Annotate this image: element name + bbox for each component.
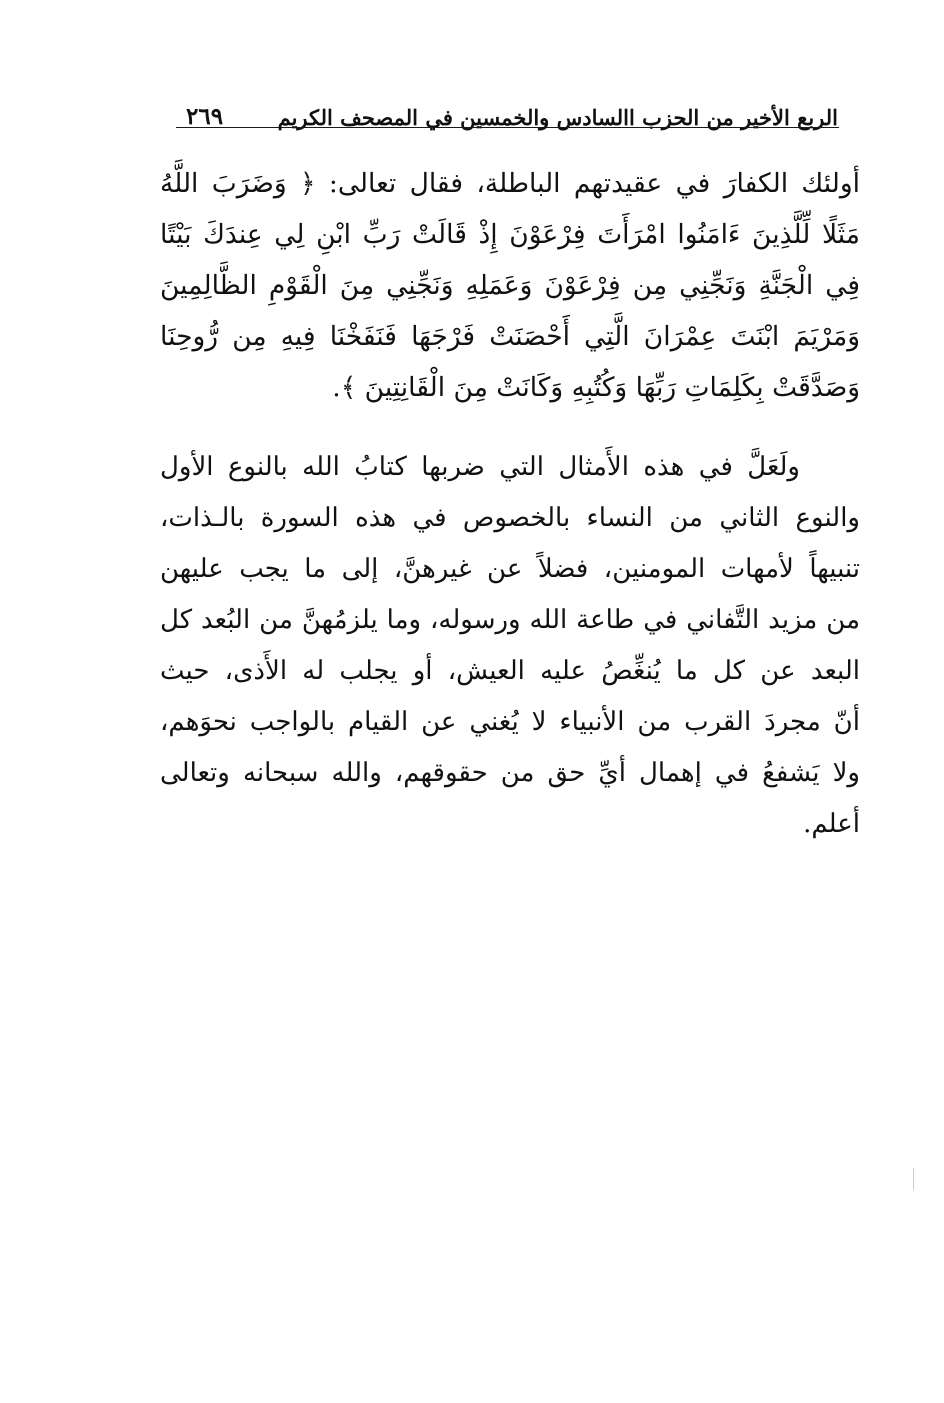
text-line: البعد عن كل ما يُنغِّصُ عليه العيش، أو يجلب له الأَذى، حيث: [160, 656, 860, 686]
text-line: مَثَلًا لِّلَّذِينَ ءَامَنُوا امْرَأَتَ فِرْعَوْنَ إِذْ قَالَتْ رَبِّ ابْنِ لِي عِندَكَ بَيْتًا: [160, 219, 860, 250]
header-rule: [176, 127, 839, 128]
running-header-title: الربع الأخير من الحزب االسادس والخمسين في المصحف الكريم: [277, 105, 838, 130]
text-line: وَصَدَّقَتْ بِكَلِمَاتِ رَبِّهَا وَكُتُبِهِ وَكَانَتْ مِنَ الْقَانِتِينَ ﴾.: [332, 372, 860, 403]
page-number: ٢٦٩: [186, 103, 224, 130]
text-line: فِي الْجَنَّةِ وَنَجِّنِي مِن فِرْعَوْنَ وَعَمَلِهِ وَنَجِّنِي مِنَ الْقَوْمِ الظَّالِمِينَ: [160, 270, 860, 301]
text-line: ولَعَلَّ في هذه الأَمثال التي ضربها كتابُ الله بالنوع الأول: [160, 452, 800, 482]
text-line: ولا يَشفعُ في إهمال أيِّ حق من حقوقهم، والله سبحانه وتعالى: [160, 758, 860, 788]
text-line: أنّ مجردَ القرب من الأنبياء لا يُغني عن القيام بالواجب نحوَهم،: [160, 707, 860, 737]
page-body: [160, 158, 860, 850]
commentary-paragraph: [160, 442, 860, 850]
text-line: أعلم.: [803, 809, 860, 839]
text-line: أولئك الكفارَ في عقيدتهم الباطلة، فقال تعالى: ﴿ وَضَرَبَ اللَّهُ: [160, 168, 860, 199]
running-header: [178, 94, 838, 128]
text-line: والنوع الثاني من النساء بالخصوص في هذه السورة بالـذات،: [160, 503, 860, 533]
text-line: وَمَرْيَمَ ابْنَتَ عِمْرَانَ الَّتِي أَحْصَنَتْ فَرْجَهَا فَنَفَخْنَا فِيهِ مِن رُّوحِنَا: [160, 321, 860, 352]
text-line: تنبيهاً لأمهات المومنين، فضلاً عن غيرهنَّ، إلى ما يجب عليهن: [160, 554, 860, 584]
scan-mark: [913, 1168, 914, 1190]
paragraph-gap: [160, 413, 860, 442]
quran-quote-paragraph: [160, 158, 860, 413]
text-line: من مزيد التَّفاني في طاعة الله ورسوله، وما يلزمُهنَّ من البُعد كل: [160, 605, 860, 635]
